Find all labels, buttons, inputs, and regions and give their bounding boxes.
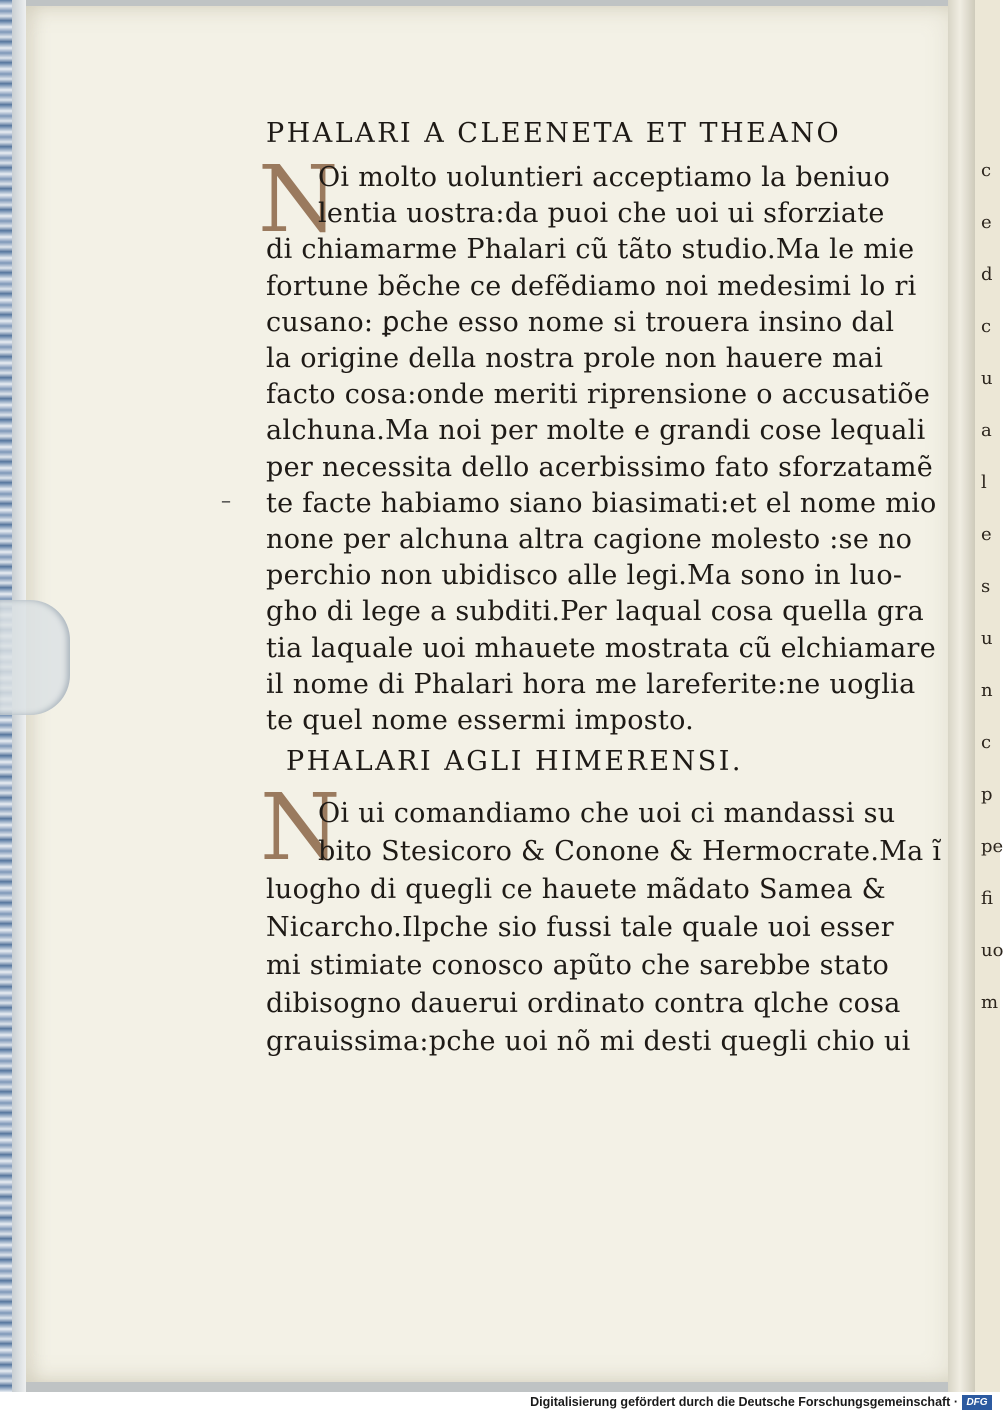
text-line: none per alchuna altra cagione molesto :se no xyxy=(266,524,913,555)
text-line: per necessita dello acerbissimo fato sforzatamẽ xyxy=(266,451,934,483)
next-page-letter: m xyxy=(981,992,999,1013)
next-page-letter: a xyxy=(981,420,992,441)
text-line: bito Stesicoro & Conone & Hermocrate.Ma ĩ xyxy=(318,836,942,867)
next-page-letter: uo xyxy=(981,940,1003,961)
text-line: gho di lege a subditi.Per laqual cosa quella gra xyxy=(266,596,925,628)
text-line: mi stimiate conosco apũto che sarebbe stato xyxy=(266,950,890,981)
text-line: tia laquale uoi mhauete mostrata cũ elchiamare xyxy=(266,632,937,664)
digitization-footer xyxy=(0,1392,1000,1415)
text-line: perchio non ubidisco alle legi.Ma sono in luo- xyxy=(266,560,903,592)
text-line: Oi ui comandiamo che uoi ci mandassi su xyxy=(318,798,896,829)
adjacent-page-fragment xyxy=(975,0,1003,1392)
text-line: luogho di quegli ce hauete mãdato Samea & xyxy=(266,874,886,905)
text-line: Oi molto uoluntieri acceptiamo la beniuo xyxy=(318,162,891,193)
next-page-letter: u xyxy=(981,368,993,389)
text-line: fortune bẽche ce defẽdiamo noi medesimi lo ri xyxy=(266,270,917,302)
drop-cap-initial: N xyxy=(258,146,339,253)
next-page-letter: n xyxy=(981,680,993,701)
next-page-letter: fi xyxy=(981,888,994,909)
text-line: di chiamarme Phalari cũ tãto studio.Ma le mie xyxy=(266,234,915,266)
text-line: facto cosa:onde meriti riprensione o accusatiõe xyxy=(266,379,931,411)
next-page-letter: e xyxy=(981,212,992,233)
next-page-letter: c xyxy=(981,316,992,337)
next-page-letter: l xyxy=(981,472,987,493)
next-page-letter: s xyxy=(981,576,991,597)
text-line: te facte habiamo siano biasimati:et el nome mio xyxy=(266,487,937,519)
drop-cap-initial: N xyxy=(260,774,341,881)
text-line: lentia uostra:da puoi che uoi ui sforziate xyxy=(318,198,885,230)
page-fore-edge xyxy=(948,0,978,1392)
letter-heading: PHALARI AGLI HIMERENSI. xyxy=(286,746,743,777)
text-line: te quel nome essermi imposto. xyxy=(266,705,695,736)
book-page xyxy=(26,6,970,1382)
dfg-logo: DFG xyxy=(962,1395,992,1410)
letter-heading: PHALARI A CLEENETA ET THEANO xyxy=(266,118,842,149)
funding-credit: Digitalisierung gefördert durch die Deutsche Forschungsgemeinschaft · xyxy=(530,1395,958,1409)
text-line: cusano: ꝑche esso nome si trouera insino dal xyxy=(266,306,895,338)
next-page-letter: u xyxy=(981,628,993,649)
text-line: dibisogno dauerui ordinato contra qlche cosa xyxy=(266,988,901,1019)
text-line: Nicarcho.Ilpche sio fussi tale quale uoi esser xyxy=(266,912,894,943)
next-page-letter: pe xyxy=(981,836,1003,857)
next-page-letter: c xyxy=(981,160,992,181)
next-page-letter: c xyxy=(981,732,992,753)
margin-mark: – xyxy=(221,488,231,512)
text-line: il nome di Phalari hora me lareferite:ne uoglia xyxy=(266,668,916,700)
text-line: grauissima:pche uoi nõ mi desti quegli chio ui xyxy=(266,1026,911,1057)
text-line: la origine della nostra prole non hauere mai xyxy=(266,343,884,374)
book-clip xyxy=(0,600,70,715)
next-page-letter: e xyxy=(981,524,992,545)
next-page-letter: d xyxy=(981,264,993,285)
text-line: alchuna.Ma noi per molte e grandi cose lequali xyxy=(266,415,926,447)
next-page-letter: p xyxy=(981,784,993,805)
